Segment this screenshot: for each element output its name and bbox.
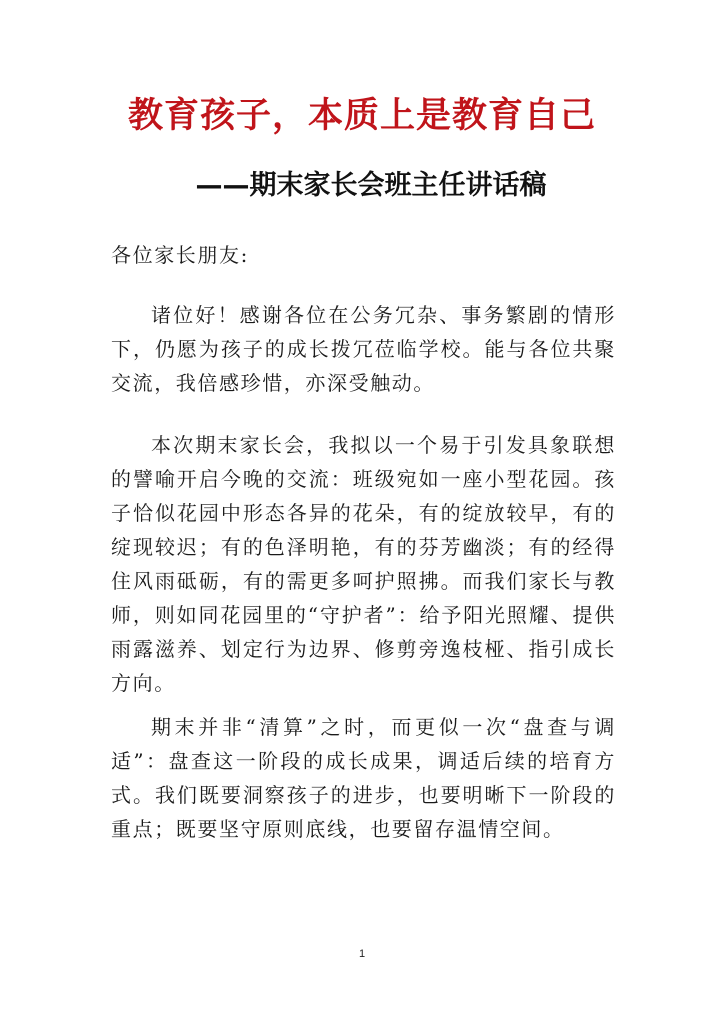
- document-title: 教育孩子，本质上是教育自己: [127, 96, 596, 136]
- paragraph-greeting: [111, 298, 616, 400]
- paragraph-text: 诸位好！感谢各位在公务冗杂、事务繁剧的情形下，仍愿为孩子的成长拨冗莅临学校。能与各位共聚交流，我倍感珍惜，亦深受触动。: [111, 303, 616, 395]
- document-subtitle: ——期末家长会班主任讲话稿: [195, 170, 547, 201]
- paragraph-garden-metaphor: [111, 428, 616, 700]
- salutation: 各位家长朋友:: [111, 243, 249, 267]
- paragraph-text: 本次期末家长会，我拟以一个易于引发具象联想的譬喻开启今晚的交流：班级宛如一座小型花园。孩子恰似花园中形态各异的花朵，有的绽放较早，有的绽现较迟；有的色泽明艳，有的芬芳幽淡；有的经得住风雨砥砺，有的需更多呵护照拂。而我们家长与教师，则如同花园里的“守护者”：给予阳光照耀、提供雨露滋养、划定行为边界、修剪旁逸枝桠、指引成长方向。: [111, 433, 616, 695]
- paragraph-text: 期末并非“清算”之时，而更似一次“盘查与调适”：盘查这一阶段的成长成果，调适后续的培育方式。我们既要洞察孩子的进步，也要明晰下一阶段的重点；既要坚守原则底线，也要留存温情空间。: [111, 715, 616, 841]
- paragraph-term-review: [111, 710, 616, 846]
- page-number: 1: [358, 948, 366, 960]
